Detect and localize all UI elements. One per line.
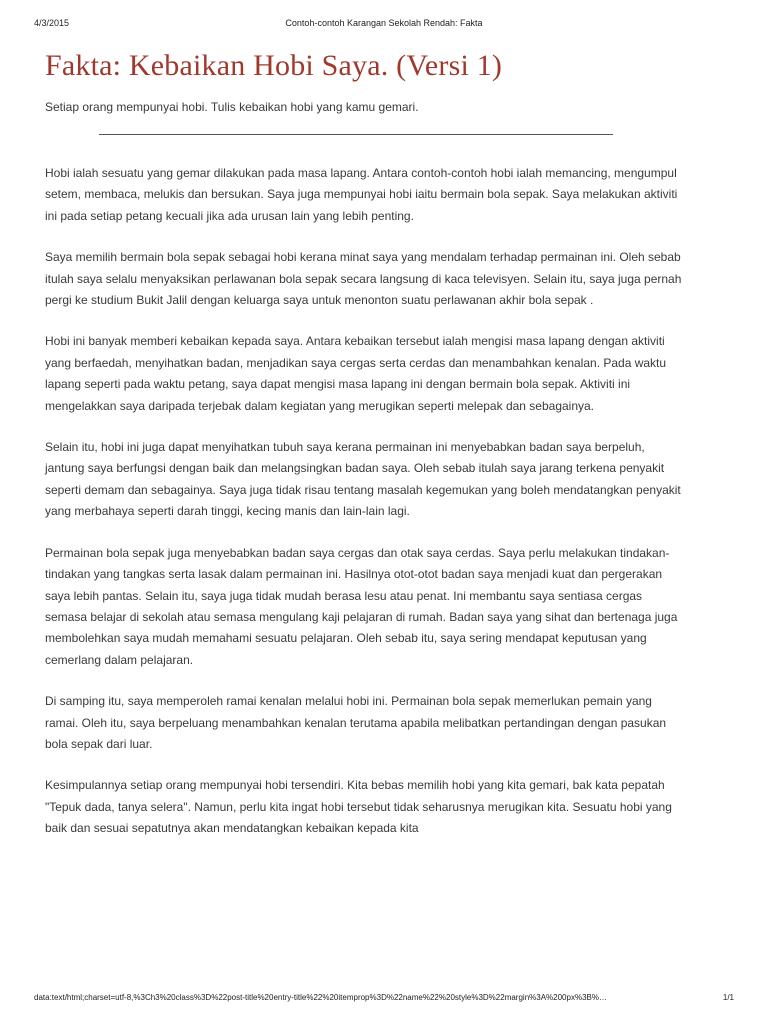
page-number: 1/1 [722, 993, 734, 1002]
print-header [34, 18, 734, 32]
horizontal-rule [99, 134, 613, 135]
print-document-title: Contoh-contoh Karangan Sekolah Rendah: Fakta [285, 18, 483, 28]
post-subtitle: Setiap orang mempunyai hobi. Tulis kebaikan hobi yang kamu gemari. [45, 100, 419, 114]
article-text [45, 163, 685, 840]
print-date: 4/3/2015 [34, 18, 70, 28]
paragraph: Di samping itu, saya memperoleh ramai kenalan melalui hobi ini. Permainan bola sepak memerlukan pemain yang ramai. Oleh itu, saya berpeluang menambahkan kenalan terutama apabila melibatkan pertandingan dengan pasukan bola sepak dari luar. [45, 694, 667, 751]
paragraph: Permainan bola sepak juga menyebabkan badan saya cergas dan otak saya cerdas. Saya perlu melakukan tindakan-tindakan yang tangkas serta lasak dalam permainan ini. Hasilnya otot-otot badan saya menjadi kuat dan pergerakan saya lebih pantas. Selain itu, saya juga tidak mudah berasa lesu atau penat. Ini membantu saya sentiasa cergas semasa belajar di sekolah atau semasa mengulang kaji pelajaran di rumah. Badan saya yang sihat dan bertenaga juga membolehkan saya mudah memahami sesuatu pelajaran. Oleh sebab itu, saya sering mendapat keputusan yang cemerlang dalam pelajaran. [45, 545, 678, 667]
print-source-url: data:text/html;charset=utf-8,%3Ch3%20class%3D%22post-title%20entry-title%22%20itemprop%3D%22name%22%20style%3D%22margin%3A%200px%3B%… [34, 993, 607, 1002]
paragraph: Selain itu, hobi ini juga dapat menyihatkan tubuh saya kerana permainan ini menyebabkan badan saya berpeluh, jantung saya berfungsi dengan baik dan melangsingkan badan saya. Oleh sebab itulah saya jarang terkena penyakit seperti demam dan sebagainya. Saya juga tidak risau tentang masalah kegemukan yang boleh mendatangkan penyakit yang merbahaya seperti darah tinggi, kecing manis dan lain-lain lagi. [45, 440, 681, 519]
post-body [45, 46, 685, 860]
print-footer [34, 993, 734, 1005]
paragraph: Hobi ini banyak memberi kebaikan kepada saya. Antara kebaikan tersebut ialah mengisi masa lapang dengan aktiviti yang berfaedah, menyihatkan badan, menjadikan saya cergas serta cerdas dan menambahkan kenalan. Pada waktu lapang seperti pada waktu petang, saya dapat mengisi masa lapang ini dengan bermain bola sepak. Aktiviti ini mengelakkan saya daripada terjebak dalam kegiatan yang merugikan seperti melepak dan sebagainya. [45, 334, 667, 413]
paragraph: Kesimpulannya setiap orang mempunyai hobi tersendiri. Kita bebas memilih hobi yang kita gemari, bak kata pepatah "Tepuk dada, tanya selera". Namun, perlu kita ingat hobi tersebut tidak seharusnya merugikan kita. Sesuatu hobi yang baik dan sesuai sepatutnya akan mendatangkan kebaikan kepada kita [45, 778, 672, 836]
paragraph: Saya memilih bermain bola sepak sebagai hobi kerana minat saya yang mendalam terhadap permainan ini. Oleh sebab itulah saya selalu menyaksikan perlawanan bola sepak secara langsung di kaca televisyen. Selain itu, saya juga pernah pergi ke studium Bukit Jalil dengan keluarga saya untuk menonton suatu perlawanan akhir bola sepak . [45, 250, 682, 308]
paragraph: Hobi ialah sesuatu yang gemar dilakukan pada masa lapang. Antara contoh-contoh hobi ialah memancing, mengumpul setem, membaca, melukis dan bersukan. Saya juga mempunyai hobi iaitu bermain bola sepak. Saya melakukan aktiviti ini pada setiap petang kecuali jika ada urusan lain yang lebih penting. [45, 166, 678, 223]
post-title: Fakta: Kebaikan Hobi Saya. (Versi 1) [45, 49, 503, 82]
